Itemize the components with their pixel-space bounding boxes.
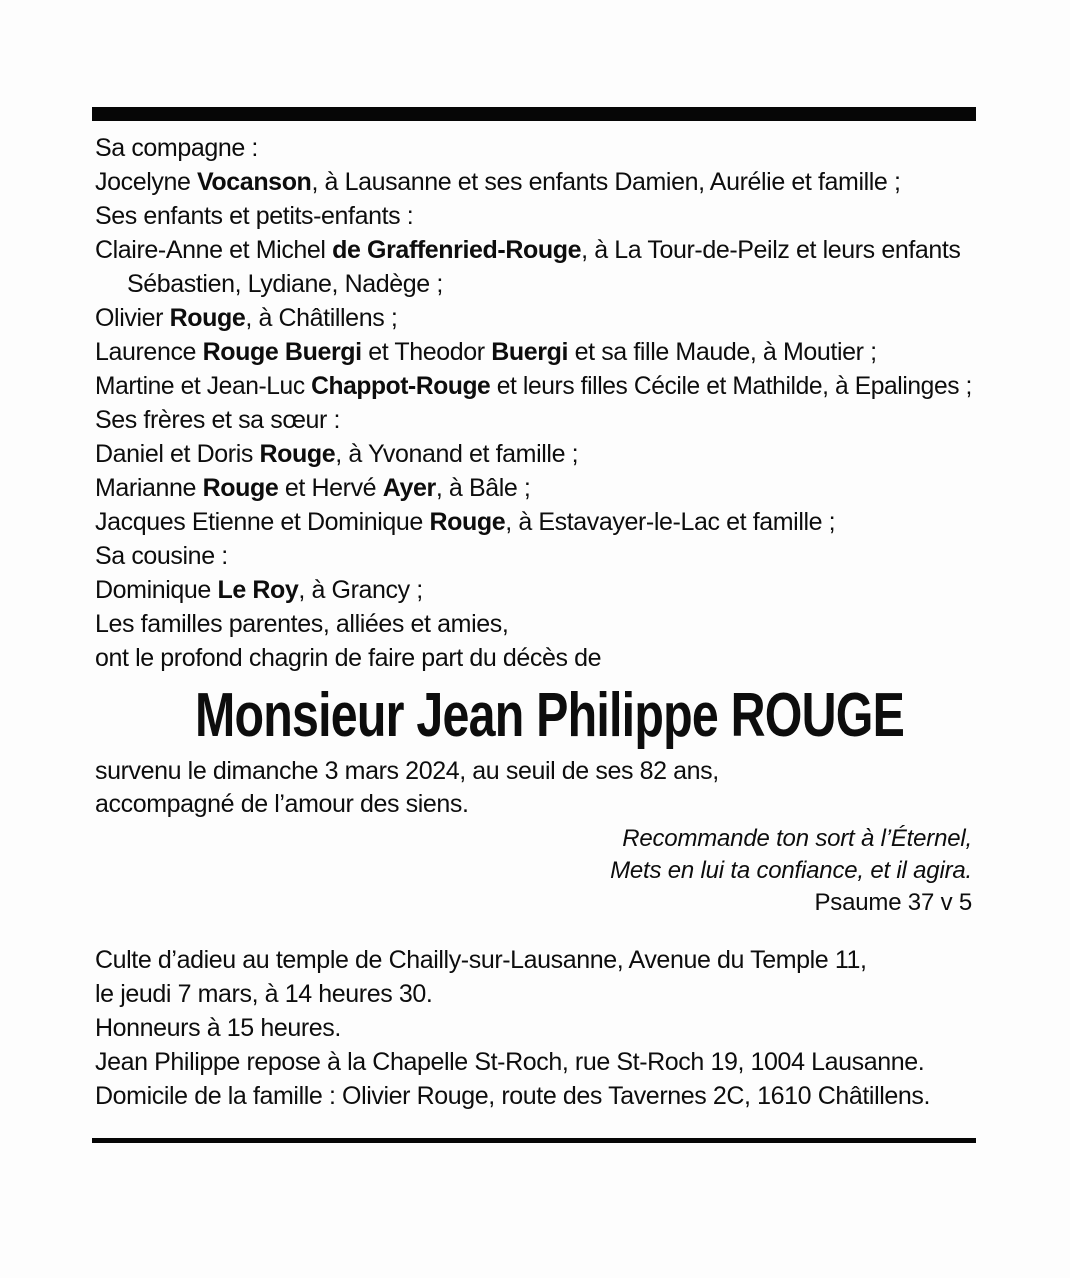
family-line: Sa compagne : — [95, 134, 258, 162]
family-line: Dominique Le Roy, à Grancy ; — [95, 576, 423, 604]
death-line: survenu le dimanche 3 mars 2024, au seuil de ses 82 ans, — [95, 757, 719, 785]
family-line: Claire-Anne et Michel de Graffenried-Rouge, à La Tour-de-Peilz et leurs enfants — [95, 236, 961, 264]
notice-content — [95, 131, 972, 1113]
family-line: Laurence Rouge Buergi et Theodor Buergi et sa fille Maude, à Moutier ; — [95, 338, 877, 366]
family-line: Ses frères et sa sœur : — [95, 406, 341, 434]
family-line: Sébastien, Lydiane, Nadège ; — [127, 270, 443, 298]
deceased-name — [95, 681, 972, 750]
bottom-rule — [92, 1138, 976, 1143]
family-line: Jocelyne Vocanson, à Lausanne et ses enfants Damien, Aurélie et famille ; — [95, 168, 901, 196]
family-line: Jacques Etienne et Dominique Rouge, à Estavayer-le-Lac et famille ; — [95, 508, 836, 536]
family-line: Les familles parentes, alliées et amies, — [95, 610, 509, 638]
scripture-quote — [95, 823, 972, 919]
family-line: Martine et Jean-Luc Chappot-Rouge et leurs filles Cécile et Mathilde, à Epalinges ; — [95, 372, 972, 400]
ceremony-line: Culte d’adieu au temple de Chailly-sur-Lausanne, Avenue du Temple 11, — [95, 946, 867, 974]
ceremony-line: Domicile de la famille : Olivier Rouge, route des Tavernes 2C, 1610 Châtillens. — [95, 1082, 931, 1110]
family-line: Olivier Rouge, à Châtillens ; — [95, 304, 398, 332]
family-line: ont le profond chagrin de faire part du décès de — [95, 644, 602, 672]
death-details — [95, 755, 972, 821]
ceremony-line: Jean Philippe repose à la Chapelle St-Roch, rue St-Roch 19, 1004 Lausanne. — [95, 1048, 925, 1076]
quote-line: Mets en lui ta confiance, et il agira. — [610, 857, 972, 884]
deceased-name-text: Monsieur Jean Philippe ROUGE — [194, 681, 905, 750]
family-line: Daniel et Doris Rouge, à Yvonand et famille ; — [95, 440, 579, 468]
scripture-reference: Psaume 37 v 5 — [814, 889, 972, 916]
family-list — [95, 131, 972, 675]
ceremony-line: le jeudi 7 mars, à 14 heures 30. — [95, 980, 433, 1008]
family-line: Sa cousine : — [95, 542, 228, 570]
quote-line: Recommande ton sort à l’Éternel, — [622, 825, 972, 852]
family-line: Marianne Rouge et Hervé Ayer, à Bâle ; — [95, 474, 531, 502]
ceremony-details — [95, 943, 972, 1113]
family-line: Ses enfants et petits-enfants : — [95, 202, 414, 230]
scripture-quote-lines — [95, 823, 972, 887]
top-rule — [92, 107, 976, 121]
death-line: accompagné de l’amour des siens. — [95, 790, 469, 818]
ceremony-line: Honneurs à 15 heures. — [95, 1014, 341, 1042]
